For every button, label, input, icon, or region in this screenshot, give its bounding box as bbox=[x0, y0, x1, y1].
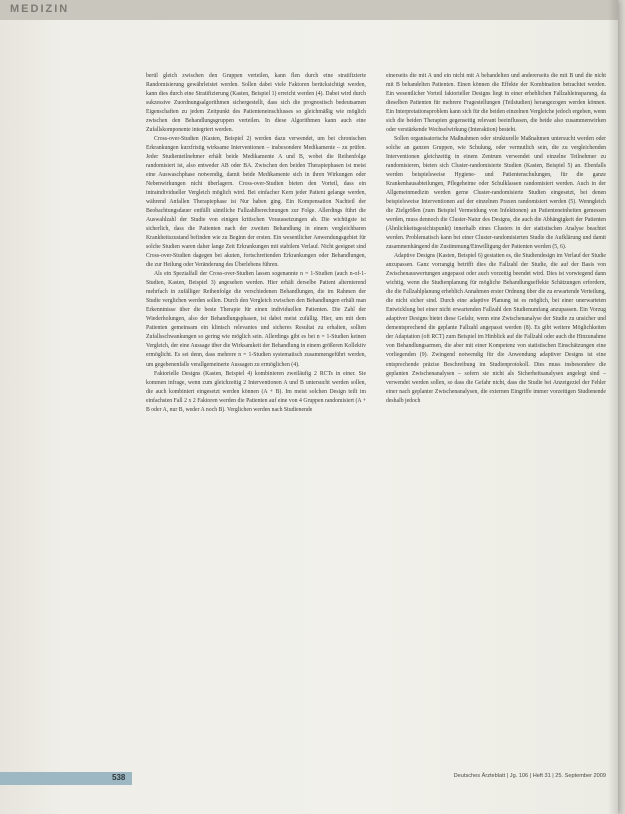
paragraph: Sollen organisatorische Maßnahmen oder strukturelle Maßnahmen untersucht werden oder solche an ganzen Gruppen, wie Schulung, oder vermutlich sein, die zu vergleichenden Interventionen gleichzeitig in einem Zentrum verwendet und einzelne Teilnehmer zu randomisieren, bieten sich Cluster-randomisierte Studien (Kasten, Beispiel 5) an. Ebenfalls werden beispielsweise Hygiene- und Patientenschulungen, für die ganze Krankenhausabteilungen, Pflegeheime oder Schulklassen randomisiert werden. Auch in der Allgemeinmedizin werden gerne Cluster-randomisierte Studien eingesetzt, bei denen beispielsweise Interventionen auf der einzelnen Praxen randomisiert werden (5). Wenngleich die Zielgrößen (zum Beispiel Vermeidung von Infektionen) an Patienteneinheiten gemessen werden, muss dennoch die Cluster-Natur des Designs, die auch die Abhängigkeit der Patienten (Ähnlichkeitsgesichtspunkt) innerhalb eines Clusters in der statistischen Analyse beachtet werden. Problematisch kann bei einer Cluster-randomisierten Studie die Aufklärung und damit zusammenhängend die Zustimmung/Einwilligung der Patienten werden (5, 6). bbox=[386, 136, 606, 251]
paragraph: Faktorielle Designs (Kasten, Beispiel 4) kombinieren zweiläufig 2 RCTs in einer. Sie kommen infrage, wenn zum gleichzeitig 2 Interventionen A und B untersucht werden sollen, die auch kombiniert eingesetzt werden können (A + B). Im meist solchen Design teilt im einfachsten Fall 2 x 2 Faktoren werden die Patienten auf eine von 4 Gruppen randomisiert (A + B oder A, nur B, weder A noch B). Verglichen werden nach Studienende bbox=[146, 370, 366, 413]
section-header-band bbox=[0, 0, 618, 20]
text-column-left bbox=[146, 72, 366, 415]
paragraph: Als ein Spezialfall der Cross-over-Studien lassen sogenannte n = 1-Studien (auch n-of-1-Studien, Kasten, Beispiel 3) angesehen werden. Hier erhält derselbe Patient alternierend mehrfach in zufälliger Reihenfolge die verschiedenen Behandlungen, die im Rahmen der Studie verglichen werden sollen. Durch den Vergleich zwischen den Behandlungen erhält man Erkenntnisse über die beste Therapie für einen individuellen Patienten. Die Zahl der Wiederholungen, also der Behandlungsphasen, ist dabei meist zufällig. Hier, um mit dem Patienten gemeinsam ein klinisch relevantes und sicheres Resultat zu erhalten, sollten Zufallsschwankungen so gering wie möglich sein. Allerdings gibt es bei n = 1-Studien keinen Vergleich, der eine Aussage über die Wirksamkeit der Behandlung in einem größeren Kollektiv ermöglicht. Es sei denn, dass mehrere n = 1-Studien systematisch zusammengeführt werden, um gegebenenfalls verallgemeinerte Aussagen zu ermöglichen (4). bbox=[146, 271, 366, 368]
journal-citation: Deutsches Ärzteblatt | Jg. 106 | Heft 31 | 25. September 2009 bbox=[453, 773, 606, 779]
section-label: MEDIZIN bbox=[10, 3, 70, 15]
text-column-right bbox=[386, 72, 606, 406]
paragraph: Cross-over-Studien (Kasten, Beispiel 2) werden dazu verwendet, um bei chronischen Erkrankungen kurzfristig wirksame Interventionen – insbesondere Medikamente – zu prüfen. Jeder Studienteilnehmer erhält beide Medikamente A und B, wobei die Reihenfolge randomisiert ist, also entweder AB oder BA. Zwischen den beiden Therapiephasen ist meist eine Auswaschphase notwendig, damit beide Medikamente sich in ihren Wirkungen oder Nebenwirkungen nicht überlagern. Cross-over-Studien bieten den Vorteil, dass ein intraindividueller Vergleich möglich wird. Bei einfacher Kern jeder Patient gelange werden, während Anfallen Therapiephase ist Nur haben ging. Ein Kompensation Nachteil der Beobachtungsdauer entfällt sämtliche Fallzahlberechnungen zur Folge. Allerdings führt die Auswahlzahl der Studie von einigen kritischen Voraussetzungen ab. Die wichtigste ist sicherlich, dass die Patienten nach der zweiten Behandlung in einem vergleichbaren Krankheitszustand befinden wie zu Beginn der ersten. Ein wesentlicher Anwendungsgebiet für solche Studien waren daher lange Zeit Erkrankungen mit stabilem Verlauf. Nicht geeignet sind Cross-over-Studien dagegen bei akuten, fortschreitenden Erkrankungen oder Behandlungen, die zur Heilung oder Veränderung des Überlebens führen. bbox=[146, 136, 366, 269]
page-edge-shadow bbox=[608, 0, 618, 814]
page-number: 538 bbox=[112, 773, 126, 782]
paragraph: berül gleich zwischen den Gruppen verteilen, kann flen durch eine stratifizierte Randomisierung gewährleistet werden. Sollen dabei viele Faktoren berücksichtigt werden, kann dies durch eine Stratifizierung (Kasten, Beispiel 1) erreicht werden (4). Dabei wird durch sukzessive Zuordnungsalgorithmen sichergestellt, dass sich die prognostisch bedeutsamen Eigenschaften zu jedem Zeitpunkt des Patienteneinschlusses so gleichmäßig wie möglich zwischen den Behandlungsgruppen verteilen. In diese Algorithmen kann auch eine Zufallskomponente integriert werden. bbox=[146, 73, 366, 134]
paragraph: einerseits die mit A und ein nicht mit A behandelten und andererseits die mit B und die nicht mit B behandelten Patienten. Einen können die Effekte der Kombination betrachtet werden. Ein wesentlicher Vorteil faktorieller Designs liegt in einer erheblichen Fallzahleinsparung, da dieselben Patienten für mehrere Fragestellungen (Teilstudien) herangezogen werden können. Ein Interpretationsproblem kann sich für die beiden einzelnen Vergleiche jedoch ergeben, wenn sich die beiden Therapien gegenseitig relevant beeinflussen, die beide also zusammenwirken oder verstärkende Wechselwirkung (Interaktion) besteht. bbox=[386, 73, 606, 134]
paragraph: Adaptive Designs (Kasten, Beispiel 6) gestatten es, die Studiendesign im Verlauf der Studie anzupassen. Ganz vorrangig betrifft dies die Fallzahl der Studie, die auf der Basis von Zwischenauswertungen angepasst oder auch vorzeitig beendet wird. Dies ist vorwiegend dann wichtig, wenn die Studienplanung für mögliche Behandlungseffekte Schätzungen erfordern, die die Fallzahlplanung erheblich Annahmen erster Ordnung über die zu erwartende Verteilung, die nicht sicher sind. Durch eine adaptive Planung ist es möglich, bei einer unerwarteten Entwicklung bei einer nicht erwartenden Fallzahl den Studienumfang anzupassen. Ein Vorzug adaptiver Designs bietet diese Gefahr, wenn eine Zwischenanalyse der Studie zu unsicher und dementsprechend die geplante Fallzahl angepasst werden (8). Es gibt weitere Möglichkeiten der Adaptation (oft RCT) zum Beispiel im Hinblick auf die Fallzahl oder auch die Hinzunahme von Behandlungsarmen, die aber mit einer Kompetenz von statistischen Einschätzungen eine vorliegenden (9). Zwingend notwendig für die Anwendung adaptiver Designs ist eine entsprechende präzise Beschreibung im Studienprotokoll. Dies muss insbesondere die geplanten Zwischenanalysen – sofern sie nicht als Sicherheitsanalysen angelegt sind – verwendet werden sollen, so dass die Gefahr nicht, dass die Studie bei Anzeigeziel der Fehler einer nach geplanter Zwischenanalysen, die externen Eingriffe immer vorzeitigen Studienende deshalb jedoch bbox=[386, 253, 606, 404]
